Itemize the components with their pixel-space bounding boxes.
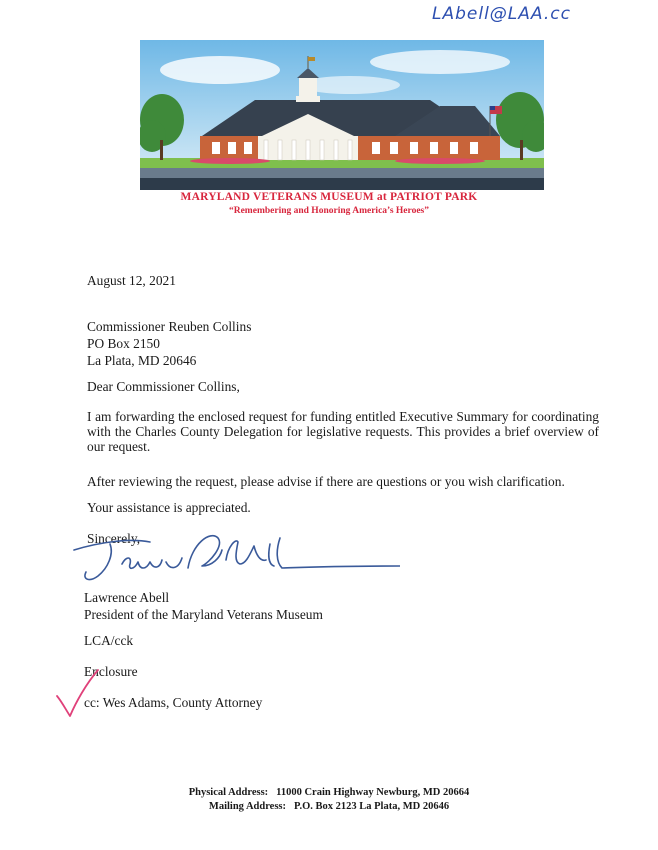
footer-physical-address bbox=[0, 787, 658, 798]
body-paragraph-3: Your assistance is appreciated. bbox=[87, 500, 251, 515]
body-paragraph-2: After reviewing the request, please advise if there are questions or you wish clarification. bbox=[87, 474, 565, 489]
physical-address-label: Physical Address: bbox=[188, 787, 269, 798]
letterhead-motto: “Remembering and Honoring America’s Heroes” bbox=[228, 206, 429, 216]
signer-title: President of the Maryland Veterans Museum bbox=[84, 607, 323, 622]
signer-block bbox=[84, 589, 323, 623]
letterhead-museum-name: MARYLAND VETERANS MUSEUM at PATRIOT PARK bbox=[180, 191, 478, 203]
footer-mailing-address bbox=[0, 801, 658, 812]
closing: Sincerely, bbox=[87, 531, 141, 546]
recipient-name: Commissioner Reuben Collins bbox=[87, 319, 252, 334]
museum-building-illustration bbox=[140, 40, 544, 190]
physical-address-value: 11000 Crain Highway Newburg, MD 20664 bbox=[276, 787, 470, 798]
enclosure-line: Enclosure bbox=[84, 664, 138, 679]
body-paragraph-1: I am forwarding the enclosed request for funding entitled Executive Summary for coordinating with the Charles County Delegation for legislative requests. This provides a brief overview of our request. bbox=[87, 409, 599, 454]
initials-line: LCA/cck bbox=[84, 633, 134, 648]
signer-name: Lawrence Abell bbox=[84, 590, 170, 605]
letter-date: August 12, 2021 bbox=[87, 273, 176, 288]
cc-line: cc: Wes Adams, County Attorney bbox=[84, 695, 263, 710]
mailing-address-value: P.O. Box 2123 La Plata, MD 20646 bbox=[294, 801, 450, 812]
handwritten-signature bbox=[70, 524, 400, 590]
mailing-address-label: Mailing Address: bbox=[208, 801, 287, 812]
recipient-address-line2: La Plata, MD 20646 bbox=[87, 353, 197, 368]
handwritten-email-note: LAbell@LAA.cc bbox=[432, 4, 571, 24]
recipient-block bbox=[87, 318, 251, 369]
salutation: Dear Commissioner Collins, bbox=[87, 379, 240, 394]
recipient-address-line1: PO Box 2150 bbox=[87, 336, 160, 351]
